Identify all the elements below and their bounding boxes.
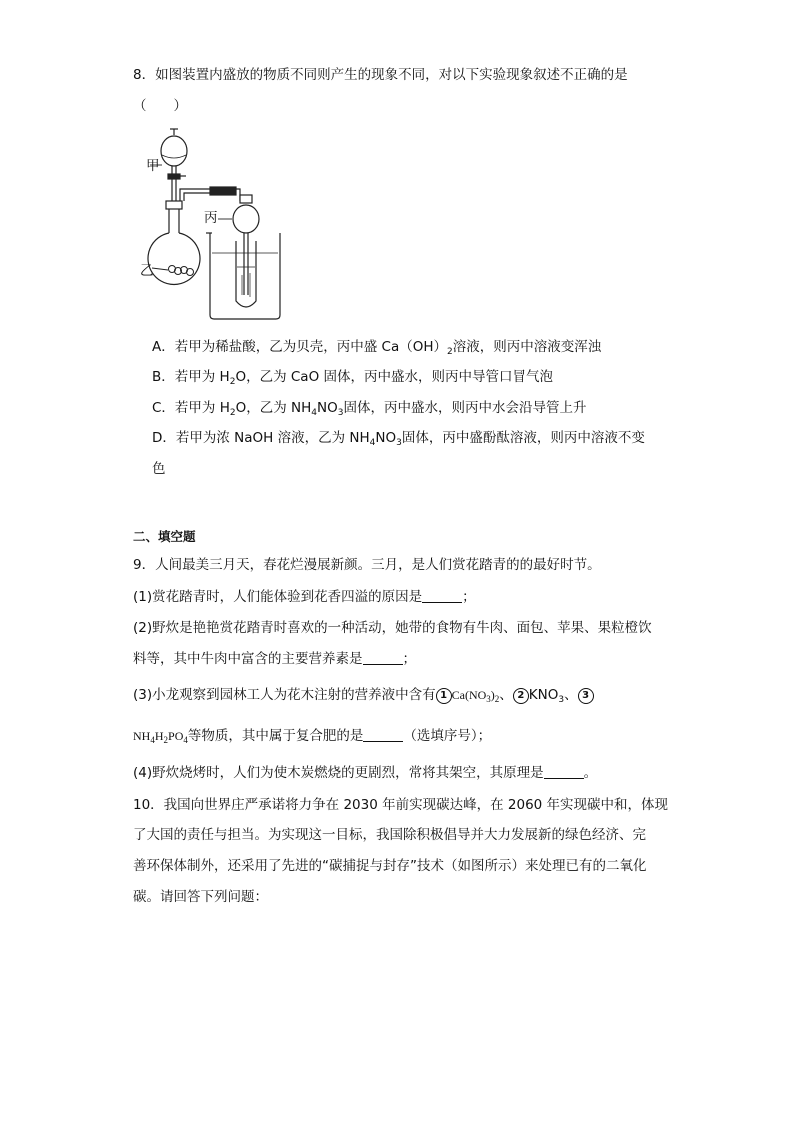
circled-number: 3: [578, 688, 594, 704]
q10-line3: 善环保体制外，还采用了先进的“碳捕捉与封存”技术（如图所示）来处理已有的二氧化: [133, 858, 647, 874]
flask-stopper: [166, 201, 182, 209]
q8-option-a: A．若甲为稀盐酸，乙为贝壳，丙中盛 $Ca(OH)_2$溶液，则丙中溶液变浑浊: [152, 339, 602, 357]
q9-part2-line1: (2)野炊是艳艳赏花踏青时喜欢的一种活动，她带的食物有牛肉、面包、苹果、果粒橙饮: [133, 620, 652, 636]
answer-blank[interactable]: [422, 588, 462, 603]
apparatus-figure: [140, 125, 300, 325]
q8-option-d-cont: 色: [152, 461, 166, 477]
funnel-body: [161, 136, 187, 166]
q9-part3-line1: (3)小龙观察到园林工人为花木注射的营养液中含有 1 $Ca(NO_3)_2$、 2 $KNO_3$、 3: [133, 685, 594, 710]
circled-number: 2: [513, 688, 529, 704]
answer-blank[interactable]: [363, 650, 403, 665]
q8-option-b: B．若甲为 $H_2O$，乙为 CaO 固体，丙中盛水，则丙中导管口冒气泡: [152, 369, 553, 387]
q9-stem: 9．人间最美三月天，春花烂漫展新颜。三月，是人们赏花踏青的的最好时节。: [133, 557, 601, 573]
q8-option-d: D．若甲为浓 NaOH 溶液，乙为 $NH_4NO_3$固体，丙中盛酚酞溶液，则丙中溶液不变: [152, 430, 645, 448]
rubber-tube: [210, 187, 236, 195]
q10-line1: 10．我国向世界庄严承诺将力争在 2030 年前实现碳达峰，在 2060 年实现碳中和，体现: [133, 797, 669, 813]
answer-blank[interactable]: [544, 764, 584, 779]
q8-stem: 8．如图装置内盛放的物质不同则产生的现象不同，对以下实验现象叙述不正确的是: [133, 67, 628, 83]
section-title: 二、填空题: [133, 529, 196, 544]
q9-part3-line2: $NH_4H_2PO_4$等物质，其中属于复合肥的是 （选填序号）；: [133, 728, 492, 745]
q8-answer-paren: （ ）: [133, 98, 187, 114]
circled-number: 1: [436, 688, 452, 704]
round-flask: [148, 233, 200, 285]
q10-line4: 碳。请回答下列问题：: [133, 889, 268, 905]
q9-part4: (4)野炊烧烤时，人们为使木炭燃烧的更剧烈，常将其架空，其原理是 。: [133, 765, 598, 781]
label-yi: 乙: [140, 263, 154, 279]
funnel-stopcock: [168, 174, 180, 179]
test-tube: [236, 241, 256, 307]
q8-option-c: C．若甲为 $H_2O$，乙为 $NH_4NO_3$固体，丙中盛水，则丙中水会沿导管上升: [152, 400, 587, 418]
q9-part1: (1)赏花踏青时，人们能体验到花香四溢的原因是 ；: [133, 589, 476, 605]
beaker: [210, 233, 280, 319]
flask-bing: [233, 205, 259, 233]
label-jia: 甲: [146, 158, 160, 174]
label-bing: 丙: [204, 210, 218, 226]
q10-line2: 了大国的责任与担当。为实现这一目标，我国除积极倡导并大力发展新的绿色经济、完: [133, 827, 646, 843]
answer-blank[interactable]: [363, 727, 403, 742]
q9-part2-line2: 料等，其中牛肉中富含的主要营养素是 ；: [133, 651, 416, 667]
